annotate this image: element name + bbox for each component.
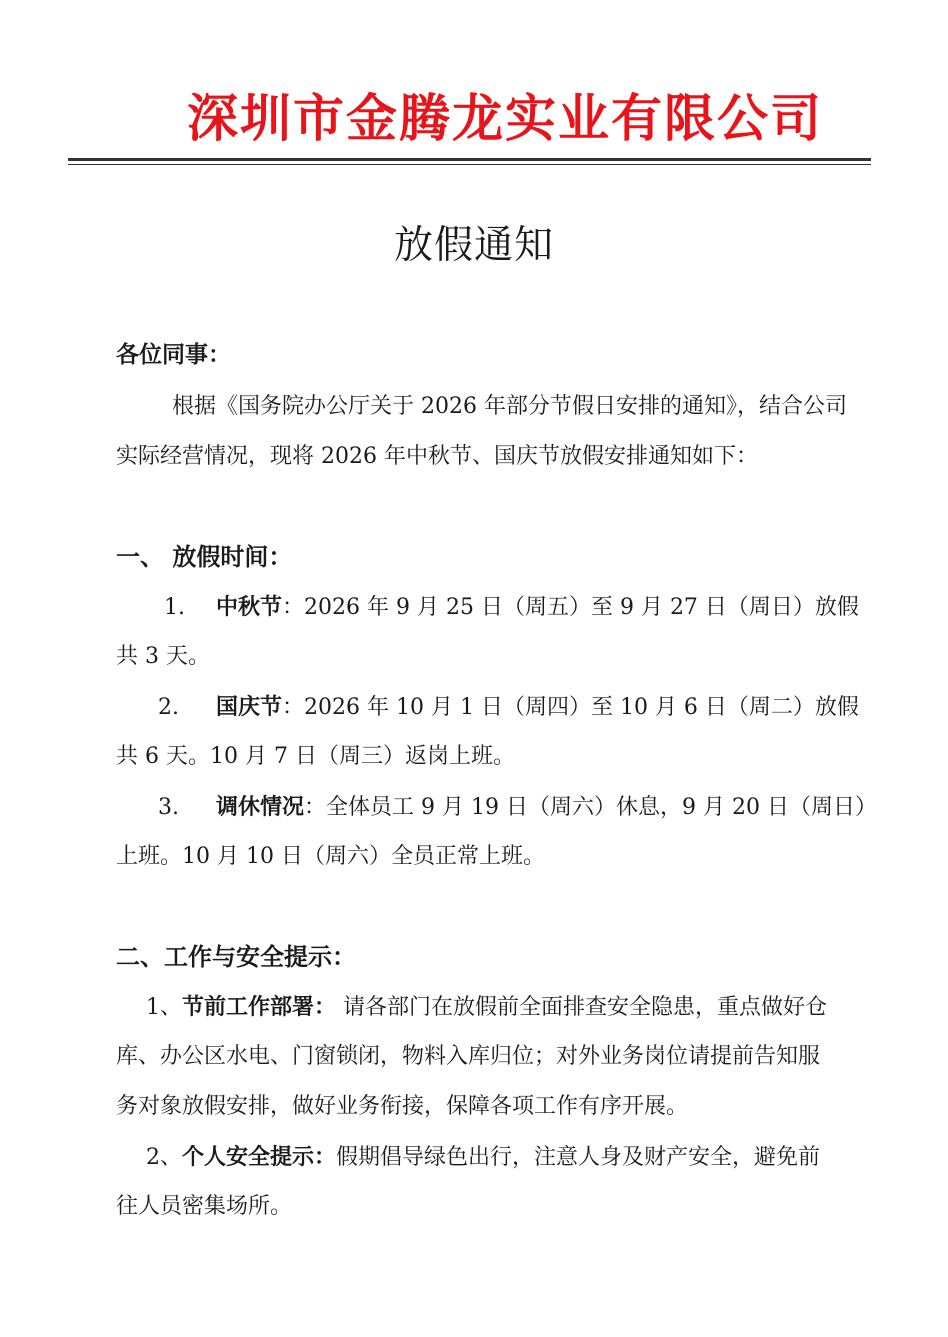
item-text: 请各部门在放假前全面排查安全隐患，重点做好仓	[336, 995, 828, 1020]
item-text: ：全体员工 9 月 19 日（周六）休息，9 月 20 日（周日）	[304, 795, 877, 820]
item-text: ：2026 年 9 月 25 日（周五）至 9 月 27 日（周日）放假	[282, 595, 859, 620]
item-number: 1.	[164, 595, 185, 620]
intro-line-1: 根据《国务院办公厅关于 2026 年部分节假日安排的通知》，结合公司	[172, 394, 847, 419]
holiday-item-1	[164, 592, 859, 623]
holiday-item-3-cont: 上班。10 月 10 日（周六）全员正常上班。	[116, 844, 545, 869]
holiday-item-2-cont: 共 6 天。10 月 7 日（周三）返岗上班。	[116, 744, 515, 769]
section-heading-holiday-time: 一、 放假时间：	[116, 542, 293, 571]
item-label: 个人安全提示：	[182, 1144, 337, 1170]
tip-item-1-cont-1: 库、办公区水电、门窗锁闭，物料入库归位；对外业务岗位请提前告知服	[116, 1044, 821, 1069]
item-number: 2.	[158, 695, 179, 720]
salutation: 各位同事：	[116, 341, 231, 368]
item-text: 假期倡导绿色出行，注意人身及财产安全，避免前	[336, 1145, 821, 1170]
item-text: ：2026 年 10 月 1 日（周四）至 10 月 6 日（周二）放假	[282, 695, 859, 720]
tip-item-2	[146, 1142, 820, 1173]
item-number: 1、	[146, 995, 182, 1020]
item-number: 3.	[158, 795, 179, 820]
header-rule-thick	[68, 158, 871, 161]
notice-title: 放假通知	[393, 223, 554, 268]
holiday-item-2	[158, 692, 859, 723]
holiday-item-1-cont: 共 3 天。	[116, 644, 210, 669]
company-name-header: 深圳市金腾龙实业有限公司	[186, 90, 823, 149]
tip-item-2-cont: 往人员密集场所。	[116, 1194, 293, 1219]
item-label: 国庆节	[216, 694, 283, 720]
item-label: 节前工作部署：	[182, 994, 337, 1020]
item-label: 中秋节	[216, 594, 283, 620]
item-label: 调休情况	[216, 794, 305, 820]
tip-item-1-cont-2: 务对象放假安排，做好业务衔接，保障各项工作有序开展。	[116, 1094, 689, 1119]
section-heading-work-safety: 二、工作与安全提示：	[116, 942, 356, 971]
holiday-item-3	[158, 792, 877, 823]
header-rule-thin	[68, 164, 871, 165]
intro-line-2: 实际经营情况，现将 2026 年中秋节、国庆节放假安排通知如下：	[116, 444, 758, 469]
item-number: 2、	[146, 1145, 182, 1170]
tip-item-1	[146, 992, 827, 1023]
